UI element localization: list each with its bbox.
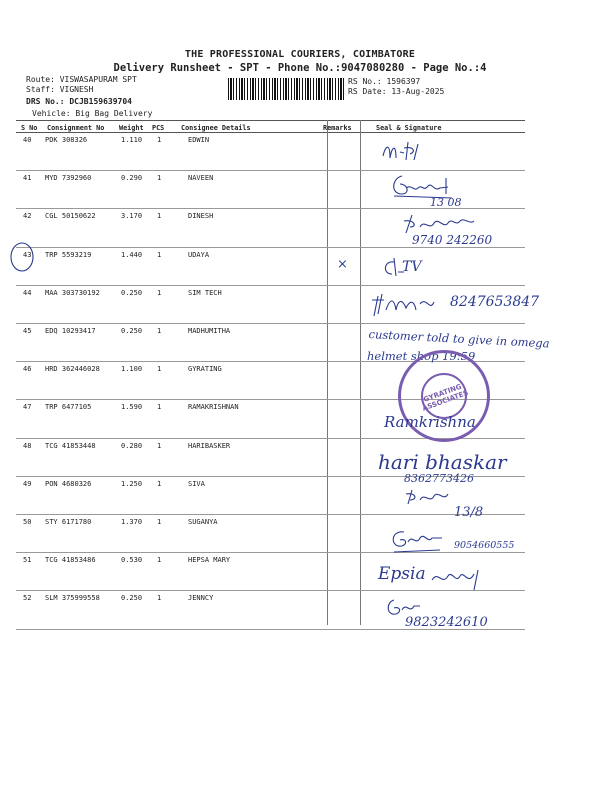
col-consignment: Consignment No — [47, 124, 105, 132]
cell-consignment: TRP 5593219 — [45, 250, 92, 259]
signature-row-42 — [400, 213, 480, 235]
row-44-phone: 8247653847 — [450, 294, 540, 310]
cell-consignment: TRP 6477105 — [45, 403, 92, 412]
col-seal-signature: Seal & Signature — [376, 124, 442, 132]
cell-sno: 50 — [23, 518, 32, 526]
cell-pcs: 1 — [157, 288, 162, 297]
cell-consignee: NAVEEN — [188, 174, 214, 183]
table-row — [0, 591, 600, 629]
sno-circle-mark — [8, 240, 38, 274]
table-top-rule — [16, 120, 525, 121]
cell-pcs: 1 — [157, 327, 162, 335]
cell-pcs: 1 — [157, 479, 162, 488]
table-row — [0, 477, 600, 515]
col-remarks: Remarks — [323, 124, 352, 132]
col-pcs: PCS — [152, 124, 165, 132]
cell-weight: 1.370 — [121, 518, 143, 526]
row-47-name: Ramkrishna — [384, 413, 476, 431]
table-row — [0, 362, 600, 400]
cell-consignee: SUGANYA — [188, 518, 218, 526]
cell-sno: 45 — [23, 327, 32, 335]
cell-weight: 1.100 — [121, 365, 143, 374]
row-52-phone: 9823242610 — [405, 615, 488, 630]
cell-weight: 0.250 — [121, 327, 143, 335]
cell-consignee: RAMAKRISHNAN — [188, 403, 239, 412]
cell-weight: 0.530 — [121, 556, 143, 565]
cell-sno: 43 — [23, 250, 32, 259]
table-row — [0, 171, 600, 209]
cell-weight: 1.250 — [121, 479, 143, 488]
cell-sno: 51 — [23, 556, 32, 565]
cell-consignment: TCG 41853448 — [45, 441, 96, 450]
cell-sno: 47 — [23, 403, 32, 412]
cell-consignment: PON 4680326 — [45, 479, 92, 488]
row-49-date: 13/8 — [454, 505, 484, 520]
row-48-name: hari bhaskar — [378, 450, 507, 474]
cell-weight: 1.440 — [121, 250, 143, 259]
cell-weight: 3.170 — [121, 212, 143, 221]
table-row — [0, 133, 600, 171]
table-row — [0, 248, 600, 286]
cell-consignment: PDK 308326 — [45, 136, 88, 144]
cell-sno: 41 — [23, 174, 32, 183]
cell-consignment: CGL 50150622 — [45, 212, 96, 221]
signature-row-49 — [404, 486, 454, 508]
staff-label: Staff: VIGNESH — [26, 85, 94, 94]
rs-number: RS No.: 1596397 — [348, 77, 421, 86]
row-48-phone: 8362773426 — [404, 472, 474, 485]
cell-pcs: 1 — [157, 136, 162, 144]
cell-weight: 0.290 — [121, 174, 143, 183]
cell-weight: 1.590 — [121, 403, 143, 412]
cell-pcs: 1 — [157, 365, 162, 374]
drs-number — [26, 97, 132, 107]
cell-consignee: HEPSA MARY — [188, 556, 231, 565]
cell-consignee: GYRATING — [188, 365, 222, 374]
drs-value: DCJB159639704 — [69, 97, 132, 106]
company-title: THE PROFESSIONAL COURIERS, COIMBATORE — [184, 49, 416, 60]
cell-pcs: 1 — [157, 174, 162, 183]
cell-consignment: SLM 375999558 — [45, 594, 100, 603]
cell-consignee: HARIBASKER — [188, 441, 231, 450]
barcode — [228, 78, 344, 100]
cell-consignment: STY 6171780 — [45, 518, 92, 526]
table-row — [0, 209, 600, 247]
row-42-phone: 9740 242260 — [412, 233, 493, 247]
cell-consignee: SIVA — [188, 479, 205, 488]
cell-consignment: EDQ 10293417 — [45, 327, 96, 335]
cell-pcs: 1 — [157, 556, 162, 565]
row-41-date: 13 08 — [430, 196, 462, 209]
col-weight: Weight — [119, 124, 144, 132]
cell-sno: 52 — [23, 594, 32, 603]
cell-weight: 0.250 — [121, 288, 143, 297]
cell-consignment: HRD 362446028 — [45, 365, 100, 374]
col-consignee: Consignee Details — [181, 124, 251, 132]
drs-label: DRS No.: — [26, 97, 70, 106]
cell-pcs: 1 — [157, 594, 162, 603]
cell-consignment: TCG 41853486 — [45, 556, 96, 565]
cell-weight: 1.110 — [121, 136, 143, 144]
table-row — [0, 400, 600, 438]
cell-sno: 48 — [23, 441, 32, 450]
row-45-note-line1: customer told to give in omega — [368, 327, 550, 351]
col-sno: S No — [21, 124, 38, 132]
cell-consignee: DINESH — [188, 212, 214, 221]
row-50-phone: 9054660555 — [454, 540, 515, 551]
cell-pcs: 1 — [157, 518, 162, 526]
signature-row-40 — [380, 138, 430, 164]
vehicle-label: Vehicle: Big Bag Delivery — [32, 109, 153, 118]
cell-sno: 44 — [23, 288, 32, 297]
cell-weight: 0.250 — [121, 594, 143, 603]
stamp-text: GYRATING ASSOCIATES — [421, 382, 470, 413]
cell-pcs: 1 — [157, 441, 162, 450]
cell-consignment: MAA 303730192 — [45, 288, 100, 297]
cell-sno: 49 — [23, 479, 32, 488]
signature-row-51 — [428, 566, 488, 592]
signature-row-50 — [386, 526, 446, 556]
cell-consignee: UDAYA — [188, 250, 210, 259]
cell-consignee: SIM TECH — [188, 288, 222, 297]
cell-consignee: EDWIN — [188, 136, 210, 144]
cell-consignee: JENNCY — [188, 594, 214, 603]
row-45-note-line2: helmet shop 19:59 — [367, 349, 476, 363]
row-43-initials: TV — [402, 259, 422, 275]
table-row — [0, 439, 600, 477]
remarks-x-mark: × — [337, 257, 348, 272]
cell-sno: 42 — [23, 212, 32, 221]
cell-consignment: MYD 7392960 — [45, 174, 92, 183]
cell-consignee: MADHUMITHA — [188, 327, 231, 335]
cell-pcs: 1 — [157, 250, 162, 259]
runsheet-subtitle: Delivery Runsheet - SPT - Phone No.:9047080280 - Page No.:4 — [113, 62, 487, 74]
cell-sno: 46 — [23, 365, 32, 374]
rs-date: RS Date: 13-Aug-2025 — [348, 87, 445, 96]
cell-pcs: 1 — [157, 212, 162, 221]
signature-row-44 — [370, 290, 440, 320]
route-label: Route: VISWASAPURAM SPT — [26, 75, 137, 84]
table-row — [0, 553, 600, 591]
row-51-name: Epsia — [378, 564, 426, 584]
cell-sno: 40 — [23, 136, 32, 144]
cell-weight: 0.280 — [121, 441, 143, 450]
cell-pcs: 1 — [157, 403, 162, 412]
